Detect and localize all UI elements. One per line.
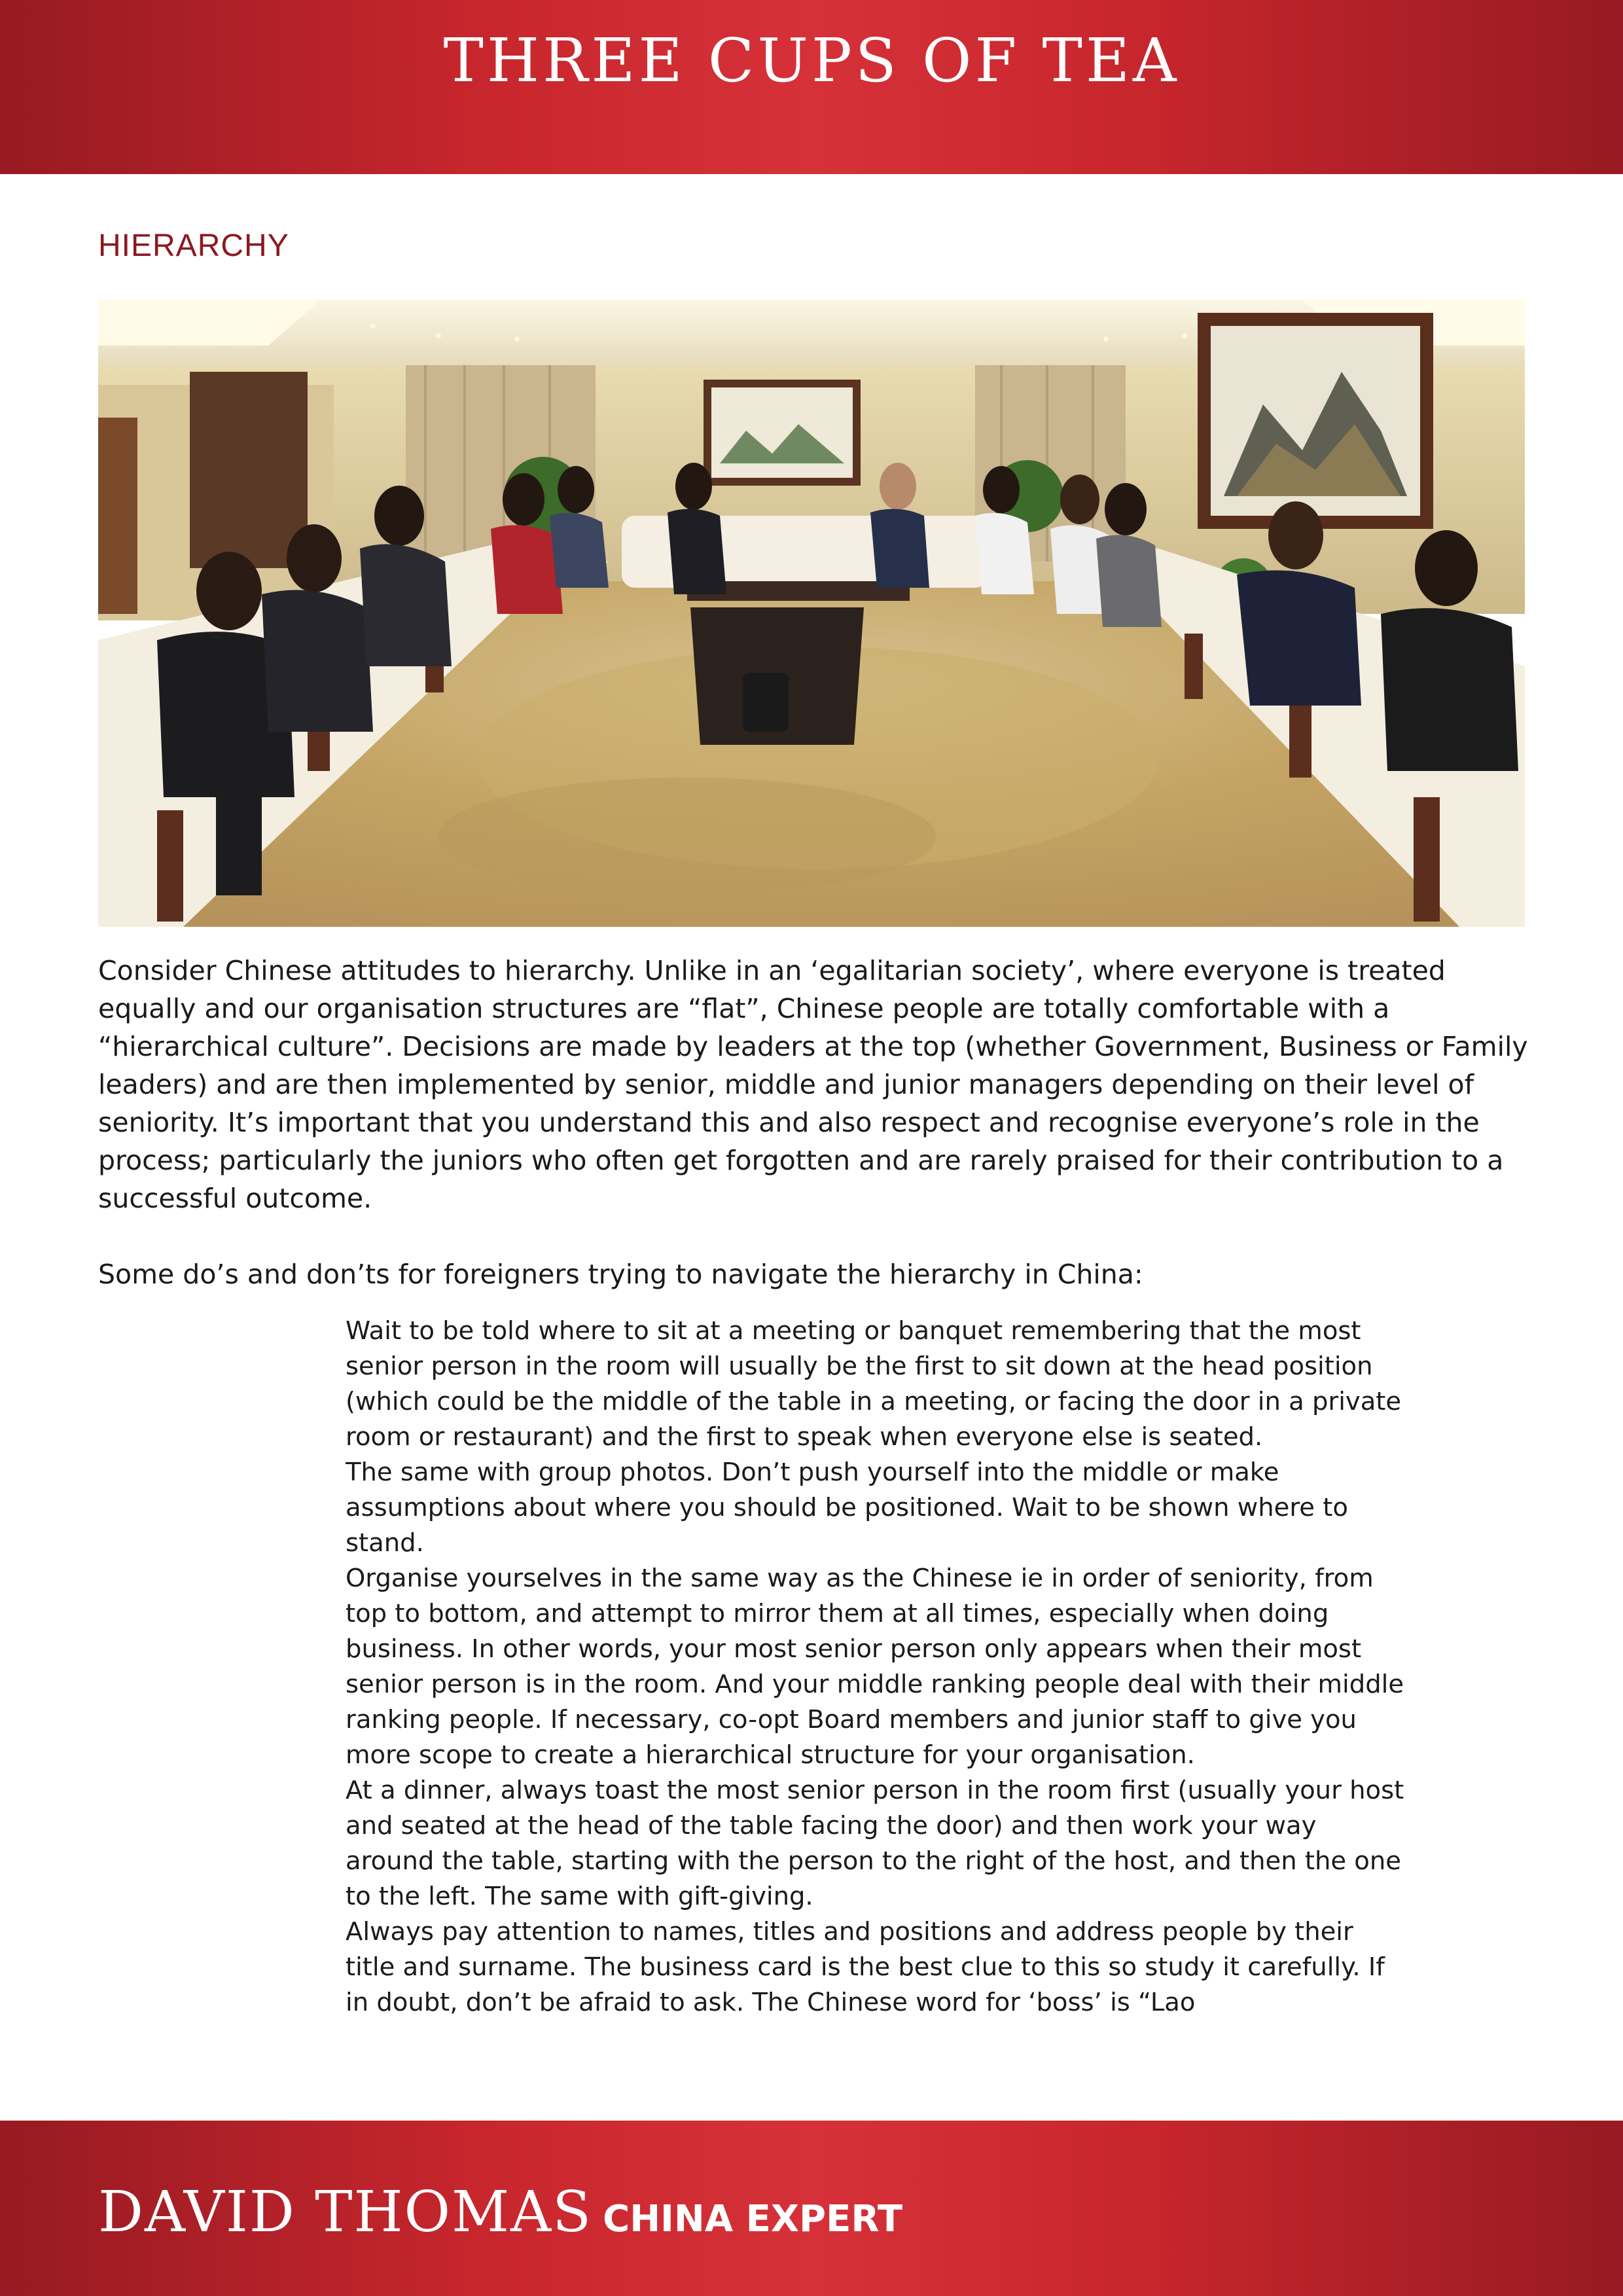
meeting-room-photo: [98, 300, 1525, 927]
list-item: [346, 1455, 1406, 1561]
list-item-text: Wait to be told where to sit at a meeting or banquet remembering that the most senior person in the room will usually be the first to sit down at the head position (which could be the middle of the table in a meeting, or facing the door in a private room or restaurant) and the first to speak when everyone else is seated.: [346, 1316, 1402, 1452]
dos-donts-list: [346, 1314, 1406, 2120]
list-item-text: Always pay attention to names, titles and positions and address people by their title and surname. The business card is the best clue to this so study it carefully. If in doubt, don’t be afraid to ask. The Chinese word for ‘boss’ is “Lao: [346, 1917, 1385, 2017]
brand-logo: [98, 2179, 902, 2245]
page-title: THREE CUPS OF TEA: [443, 25, 1180, 96]
page-header: [0, 0, 1623, 174]
brand-tagline: CHINA EXPERT: [603, 2198, 903, 2240]
list-item-text: The same with group photos. Don’t push yourself into the middle or make assumptions about where you should be positioned. Wait to be shown where to stand.: [346, 1458, 1348, 1558]
list-item: [346, 1773, 1406, 1914]
list-lead-paragraph: Some do’s and don’ts for foreigners trying to navigate the hierarchy in China:: [98, 1259, 1143, 1290]
list-item: [346, 1314, 1406, 1455]
intro-paragraph: Consider Chinese attitudes to hierarchy. Unlike in an ‘egalitarian society’, where everyone is treated equally and our organisation structures are “flat”, Chinese people are totally comfortable with a “hierarchical culture”. Decisions are made by leaders at the top (whether Government, Business or Family leaders) and are then implemented by senior, middle and junior managers depending on their level of seniority. It’s important that you understand this and also respect and recognise everyone’s role in the process; particularly the juniors who often get forgotten and are rarely praised for their contribution to a successful outcome.: [98, 955, 1528, 1214]
section-heading: HIERARCHY: [98, 228, 289, 263]
list-item: [346, 1561, 1406, 1773]
brand-name: DAVID THOMAS: [98, 2179, 593, 2245]
list-item-text: Organise yourselves in the same way as the Chinese ie in order of seniority, from top to bottom, and attempt to mirror them at all times, especially when doing business. In other words, your most senior person only appears when their most senior person is in the room. And your middle ranking people deal with their middle ranking people. If necessary, co-opt Board members and junior staff to give you more scope to create a hierarchical structure for your organisation.: [346, 1564, 1404, 1770]
list-item: [346, 1914, 1406, 2020]
list-item-text: At a dinner, always toast the most senior person in the room first (usually your host and seated at the head of the table facing the door) and then work your way around the table, starting with the person to the right of the host, and then the one to the left. The same with gift-giving.: [346, 1776, 1404, 1911]
page-footer: [0, 2121, 1623, 2296]
